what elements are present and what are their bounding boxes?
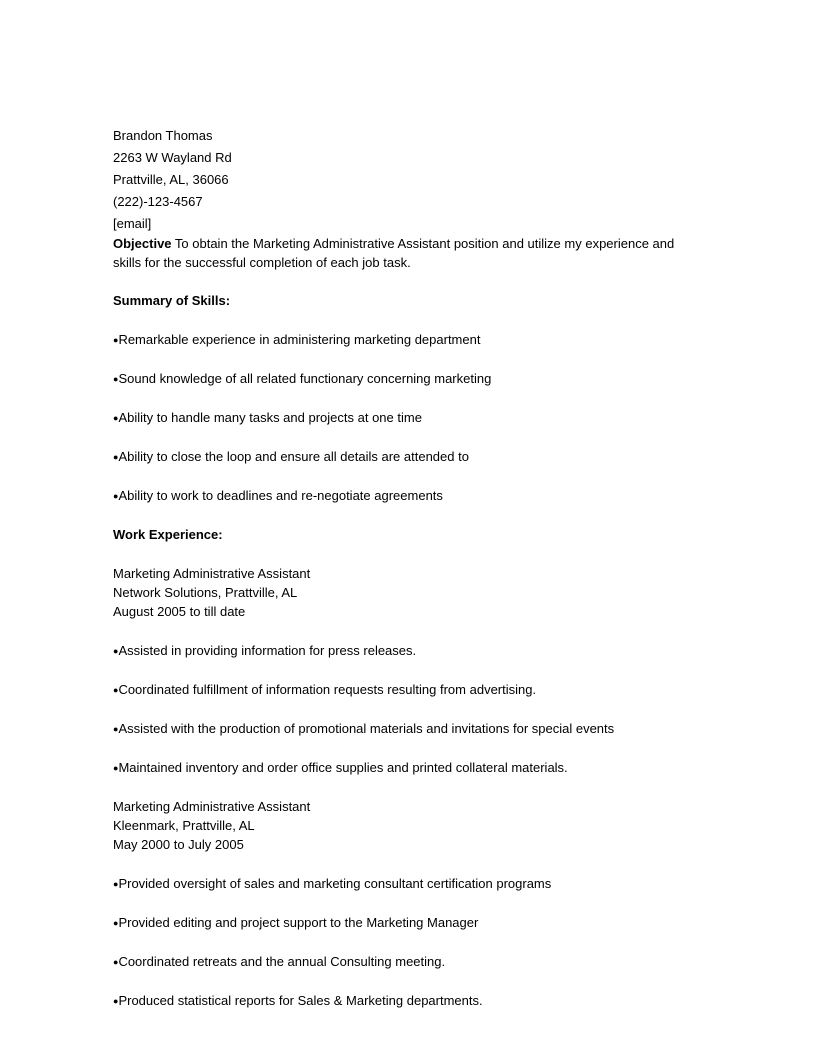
skill-item: ●Sound knowledge of all related functionary concerning marketing [113, 371, 492, 386]
bullet-icon: ● [113, 491, 119, 501]
contact-city: Prattville, AL, 36066 [113, 172, 229, 187]
duty-item: ●Maintained inventory and order office supplies and printed collateral materials. [113, 760, 568, 775]
bullet-icon: ● [113, 724, 119, 734]
skill-item: ●Ability to handle many tasks and projects at one time [113, 410, 422, 425]
objective-text: To obtain the Marketing Administrative Assistant position and utilize my experience and skills for the successful completion of each job task. [113, 236, 675, 270]
job-title: Marketing Administrative Assistant [113, 566, 311, 581]
bullet-icon: ● [113, 763, 119, 773]
job-company: Kleenmark, Prattville, AL [113, 818, 255, 833]
skill-item: ●Ability to work to deadlines and re-negotiate agreements [113, 488, 443, 503]
duty-item: ●Provided editing and project support to the Marketing Manager [113, 915, 479, 930]
duty-item: ●Provided oversight of sales and marketing consultant certification programs [113, 876, 552, 891]
bullet-icon: ● [113, 335, 119, 345]
experience-heading: Work Experience: [113, 527, 223, 542]
contact-name: Brandon Thomas [113, 128, 213, 143]
duty-item: ●Assisted in providing information for press releases. [113, 643, 417, 658]
job-dates: May 2000 to July 2005 [113, 837, 244, 852]
job-title: Marketing Administrative Assistant [113, 799, 311, 814]
contact-phone: (222)-123-4567 [113, 194, 203, 209]
duty-item: ●Produced statistical reports for Sales & Marketing departments. [113, 993, 483, 1008]
bullet-icon: ● [113, 918, 119, 928]
duty-item: ●Assisted with the production of promotional materials and invitations for special events [113, 721, 615, 736]
skill-item: ●Ability to close the loop and ensure all details are attended to [113, 449, 469, 464]
bullet-icon: ● [113, 413, 119, 423]
bullet-icon: ● [113, 957, 119, 967]
job-dates: August 2005 to till date [113, 604, 246, 619]
contact-street: 2263 W Wayland Rd [113, 150, 232, 165]
skills-heading: Summary of Skills: [113, 293, 231, 308]
objective-label: Objective [113, 236, 172, 251]
bullet-icon: ● [113, 646, 119, 656]
job-company: Network Solutions, Prattville, AL [113, 585, 298, 600]
objective-paragraph [113, 234, 703, 272]
bullet-icon: ● [113, 374, 119, 384]
bullet-icon: ● [113, 685, 119, 695]
bullet-icon: ● [113, 452, 119, 462]
bullet-icon: ● [113, 879, 119, 889]
duty-item: ●Coordinated fulfillment of information requests resulting from advertising. [113, 682, 537, 697]
bullet-icon: ● [113, 996, 119, 1006]
contact-email: [email] [113, 216, 152, 231]
skill-item: ●Remarkable experience in administering marketing department [113, 332, 481, 347]
duty-item: ●Coordinated retreats and the annual Consulting meeting. [113, 954, 446, 969]
